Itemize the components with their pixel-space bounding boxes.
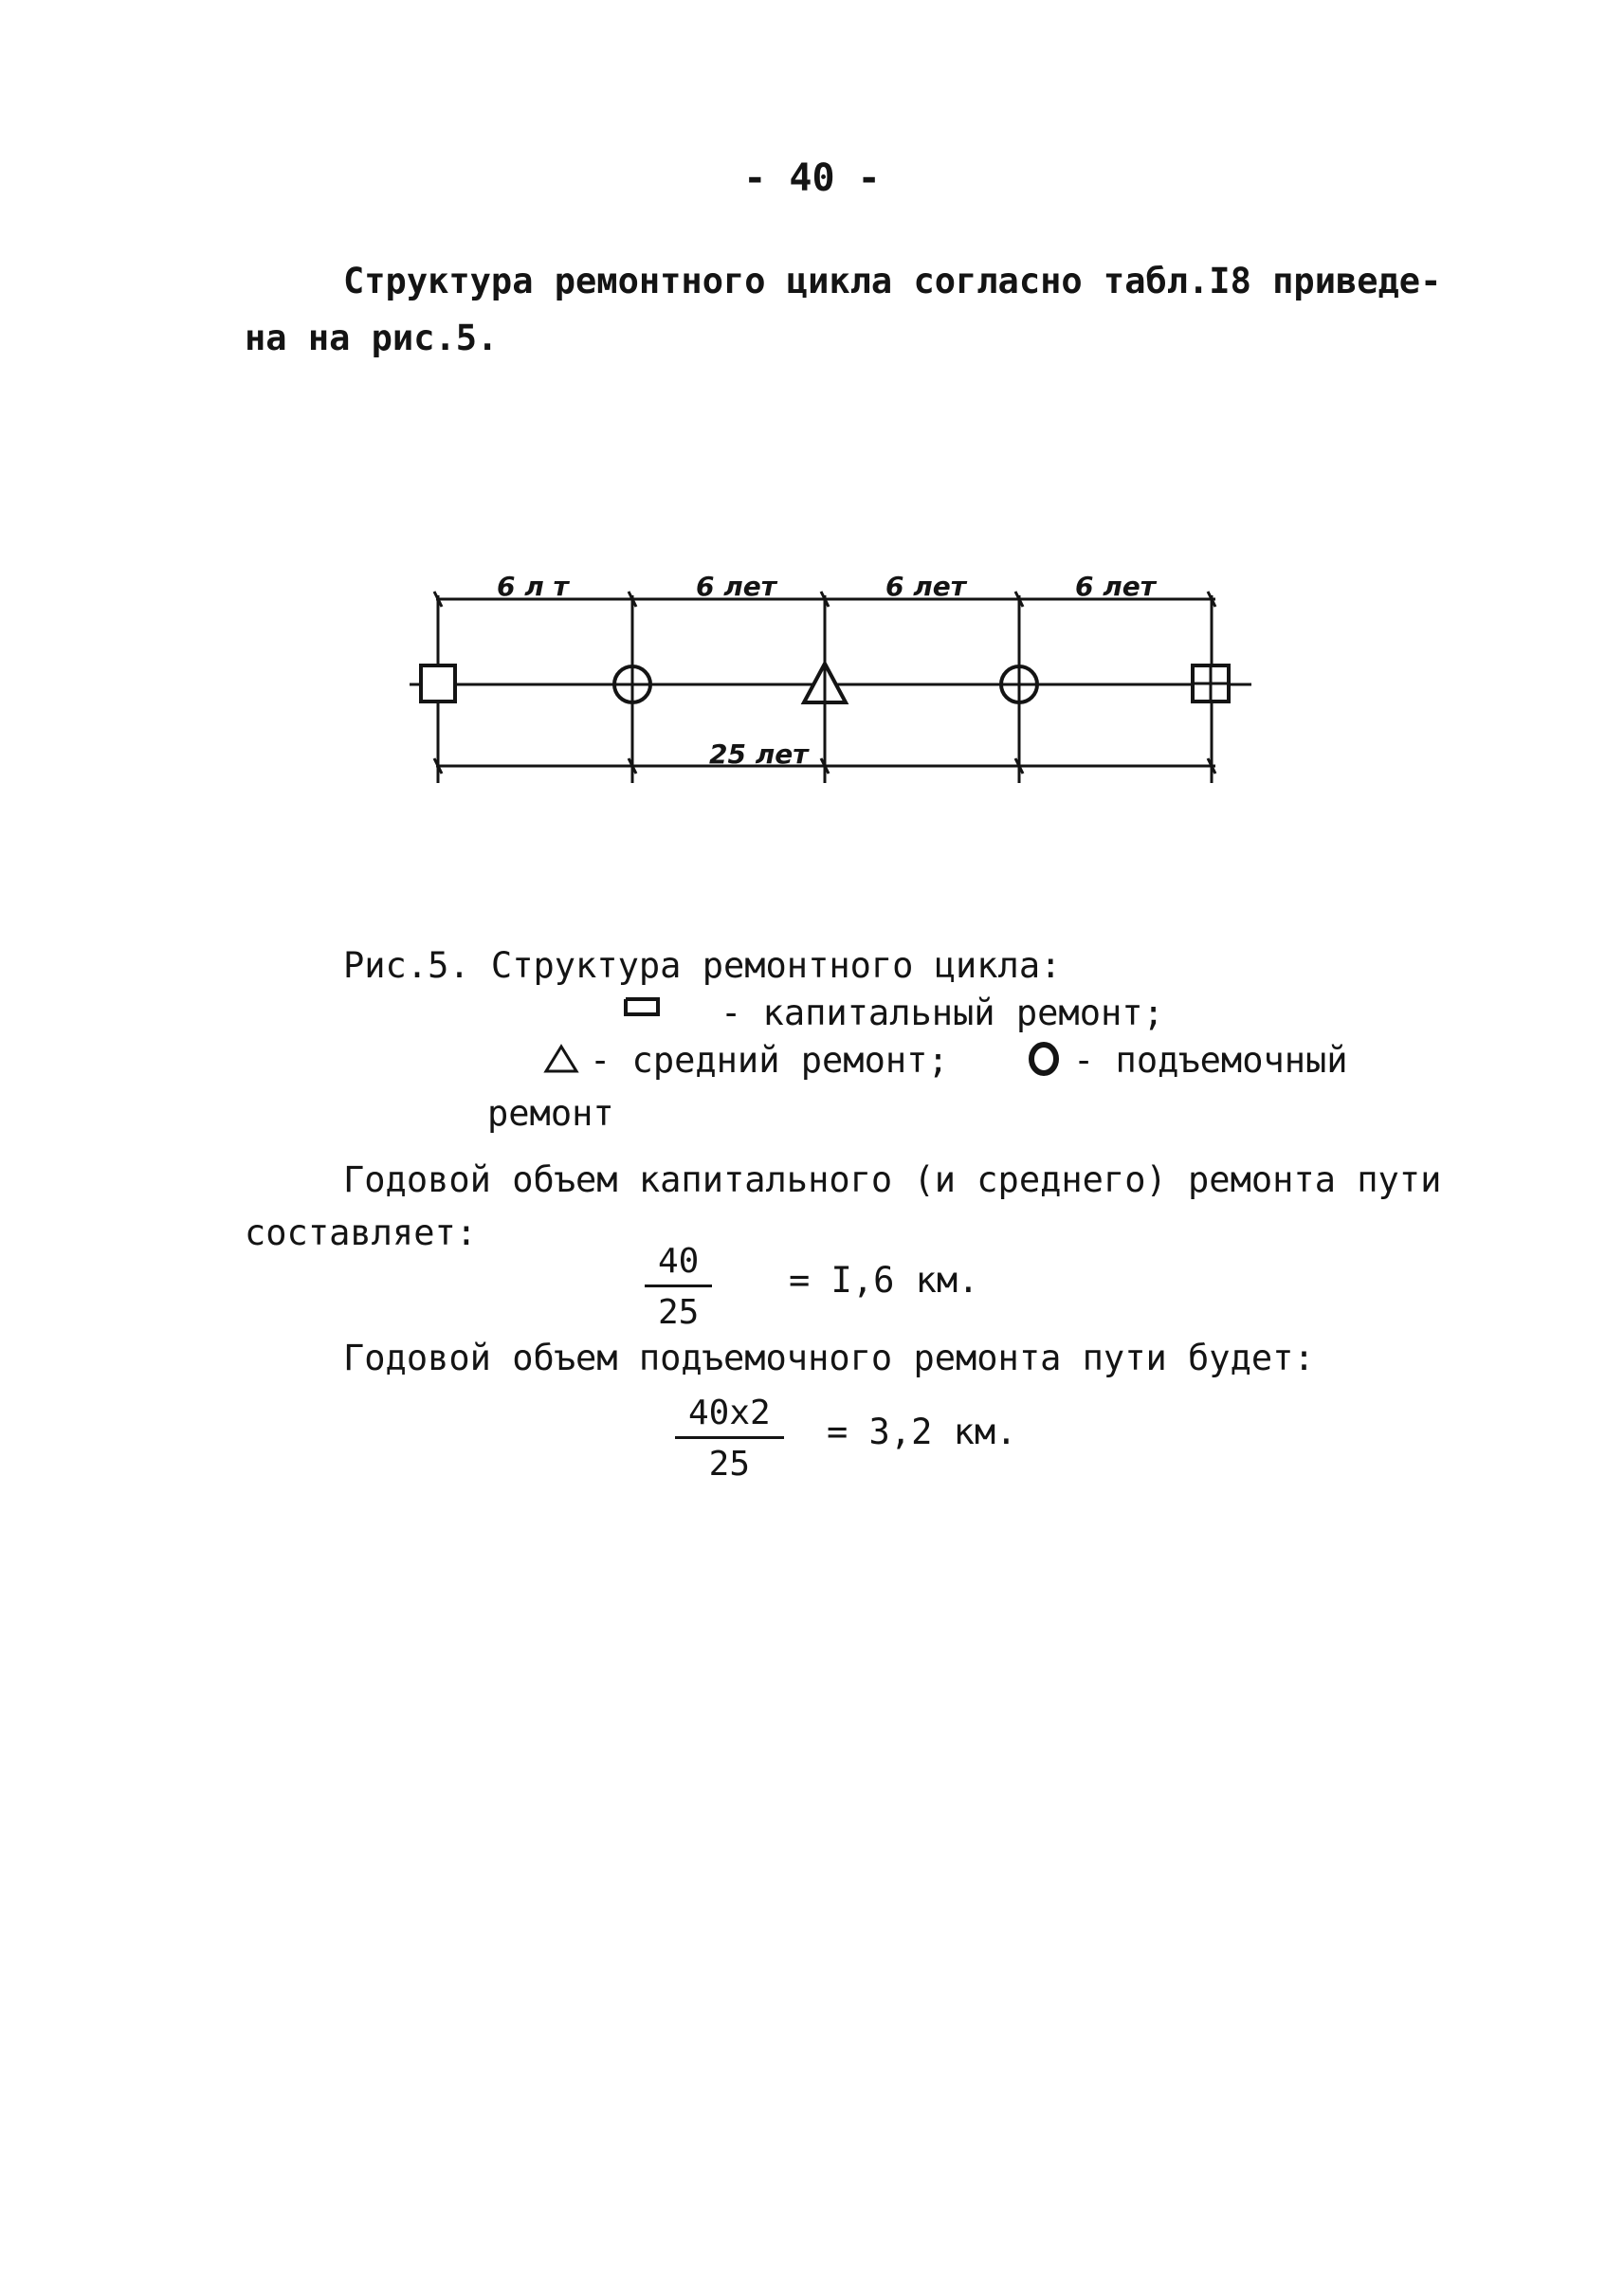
legend-medium-text: - средний ремонт; xyxy=(590,1040,949,1081)
legend-lifting-text-cont: ремонт xyxy=(487,1093,614,1134)
fraction-1-denominator: 25 xyxy=(658,1293,700,1332)
fraction-1 xyxy=(645,1242,712,1332)
paragraph-2: Годовой объем подъемочного ремонта пути будет: xyxy=(343,1338,1315,1378)
fraction-1-numerator: 40 xyxy=(645,1242,712,1287)
legend-lifting-text: - подъемочный xyxy=(1073,1040,1348,1081)
cycle-length-label: 25 лет xyxy=(709,738,809,770)
formula-2-result: = 3,2 км. xyxy=(827,1412,1017,1452)
paragraph-1-line-2: составляет: xyxy=(245,1212,478,1253)
interval-label-4: 6 лет xyxy=(1075,571,1156,602)
interval-label-1: 6 л т xyxy=(497,571,569,602)
formula-1-result: = I,6 км. xyxy=(789,1260,979,1301)
fraction-2-denominator: 25 xyxy=(708,1445,751,1484)
legend-capital-text: - капитальный ремонт; xyxy=(721,993,1164,1033)
interval-label-2: 6 лет xyxy=(696,571,776,602)
legend-triangle-icon xyxy=(546,1047,576,1071)
figure-caption: Рис.5. Структура ремонтного цикла: xyxy=(343,945,1062,986)
legend-icons xyxy=(0,0,1624,1138)
fraction-2 xyxy=(675,1394,784,1484)
fraction-2-numerator: 40x2 xyxy=(675,1394,784,1439)
paragraph-1-line-1: Годовой объем капитального (и среднего) ремонта пути xyxy=(343,1159,1442,1200)
legend-circle-icon xyxy=(1031,1045,1056,1073)
page-number: - 40 - xyxy=(743,156,881,200)
interval-label-3: 6 лет xyxy=(885,571,966,602)
intro-line-2: на на рис.5. xyxy=(245,318,499,358)
legend-square-icon xyxy=(626,999,658,1014)
intro-line-1: Структура ремонтного цикла согласно табл.I8 приведе- xyxy=(343,261,1442,301)
